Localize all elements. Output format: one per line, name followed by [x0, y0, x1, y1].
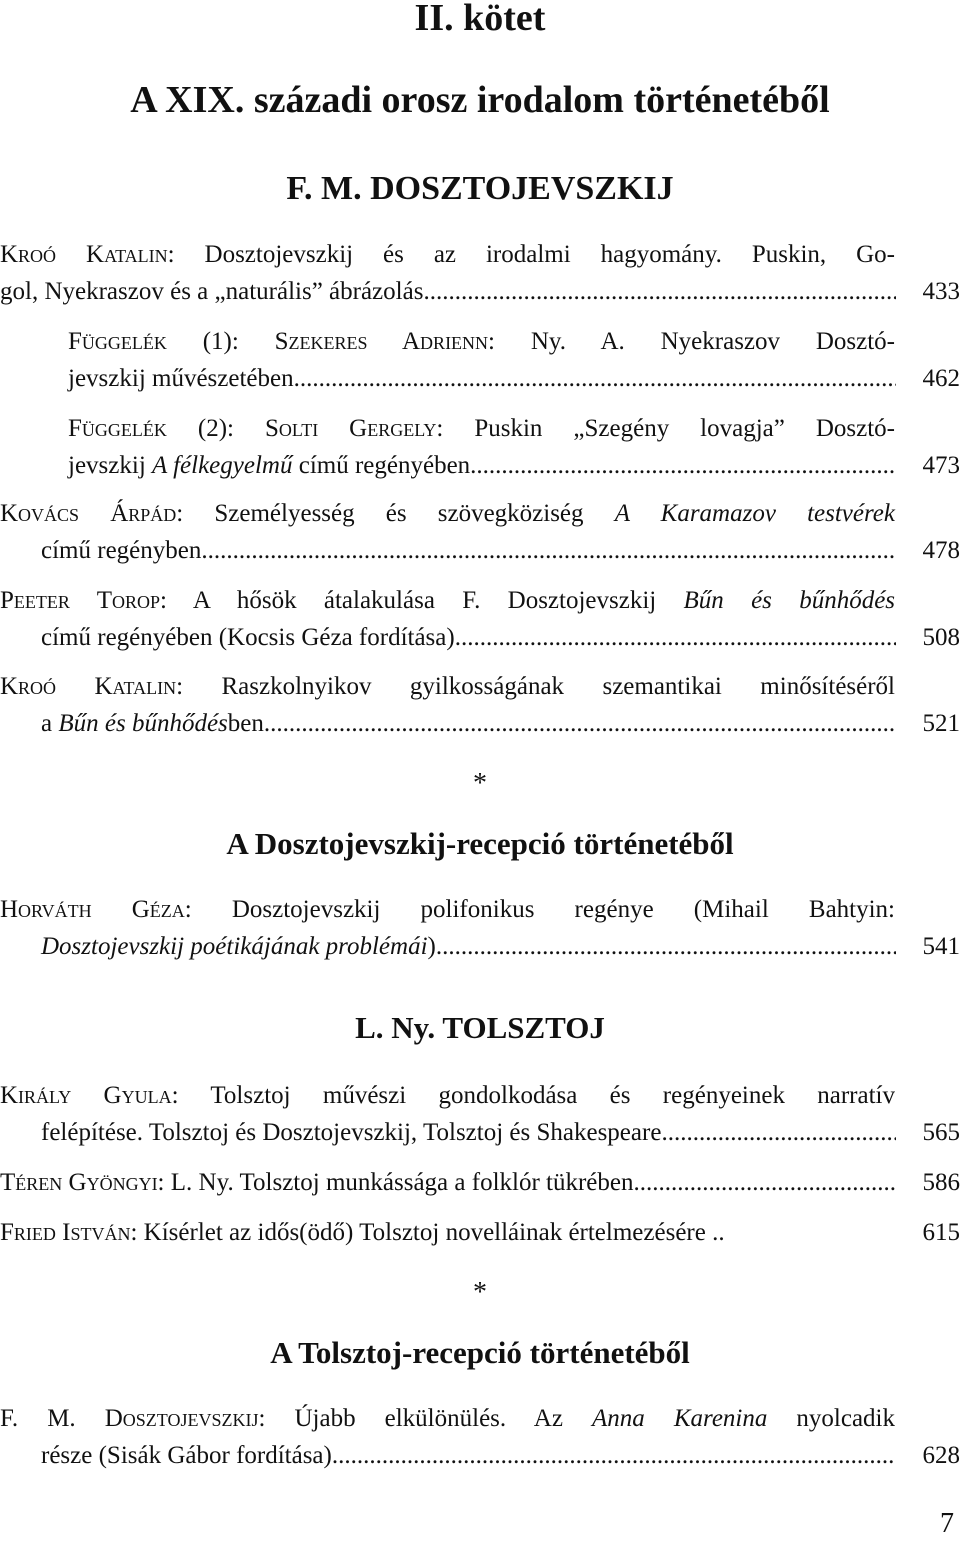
section-heading-tolstoy: L. Ny. TOLSZTOJ	[355, 1010, 605, 1045]
entry-page: 508	[922, 624, 960, 651]
entry-title: A hősök átalakulása F. Dosztojevszkij	[192, 587, 684, 614]
entry-author: Kroó Katalin:	[0, 673, 184, 700]
entry-page: 586	[922, 1169, 960, 1196]
entry-title: L. Ny. Tolsztoj munkássága a folklór tükrében	[170, 1169, 634, 1196]
dot-leader	[201, 532, 896, 569]
entry-author: Horváth Géza:	[0, 896, 192, 923]
entry-author: F. M. Dosztojevszkij:	[0, 1405, 266, 1432]
entry-author: Függelék (1): Szekeres Adrienn:	[68, 328, 495, 355]
entry-title: Újabb elkülönülés. Az	[294, 1405, 593, 1432]
entry-title-cont: )	[427, 933, 436, 960]
entry-title: Tolsztoj művészi gondolkodása és regényeinek narratív	[210, 1082, 895, 1109]
volume-heading: II. kötet	[414, 0, 546, 39]
toc-entry[interactable]	[68, 323, 960, 397]
entry-title-italic: Bűn és bűnhődés	[58, 710, 228, 737]
entry-title: Ny. A. Nyekraszov Dosztó-	[530, 328, 896, 355]
entry-title-italic: A félkegyelmű	[152, 452, 293, 479]
entry-title: Puskin „Szegény lovagja” Dosztó-	[474, 415, 895, 442]
entry-title: Raszkolnyikov gyilkosságának szemantikai minősítéséről	[221, 673, 896, 700]
main-title: A XIX. századi orosz irodalom történetéből	[130, 79, 830, 121]
entry-title: Kísérlet az idős(ödő) Tolsztoj novelláinak értelmezésére ..	[143, 1219, 725, 1246]
entry-page: 433	[922, 278, 960, 305]
entry-author: Király Gyula:	[0, 1082, 179, 1109]
entry-page: 628	[922, 1442, 960, 1469]
dot-leader	[264, 705, 896, 742]
entry-title-cont: jevszkij	[68, 452, 153, 479]
entry-author: Peeter Torop:	[0, 587, 167, 614]
dot-leader	[423, 273, 896, 310]
entry-author: Téren Gyöngyi:	[0, 1169, 165, 1196]
entry-title-cont: része (Sisák Gábor fordítása)	[41, 1442, 332, 1469]
entry-title-italic: A Karamazov testvérek	[614, 500, 895, 527]
entry-page: 615	[922, 1219, 960, 1246]
entry-author: Fried István:	[0, 1219, 138, 1246]
entry-page: 565	[922, 1119, 960, 1146]
entry-title: Dosztojevszkij polifonikus regénye (Mihail Bahtyin:	[231, 896, 895, 923]
entry-page: 462	[922, 365, 960, 392]
entry-title-italic: Bűn és bűnhődés	[683, 587, 896, 614]
toc-entry[interactable]	[0, 1077, 960, 1151]
entry-author: Függelék (2): Solti Gergely:	[68, 415, 444, 442]
toc-entry[interactable]	[0, 236, 960, 310]
entry-title-cont: című regényében	[292, 452, 471, 479]
toc-entry[interactable]	[0, 668, 960, 742]
entry-title: nyolcadik	[767, 1405, 895, 1432]
section-heading-dostoevsky-reception: A Dosztojevszkij-recepció történetéből	[226, 826, 734, 861]
entry-title: Személyesség és szövegköziség	[214, 500, 615, 527]
entry-title-cont: felépítése. Tolsztoj és Dosztojevszkij, Tolsztoj és Shakespeare	[41, 1119, 662, 1146]
entry-page: 473	[922, 452, 960, 479]
entry-title-cont: jevszkij művészetében	[68, 365, 294, 392]
entry-title-italic: Dosztojevszkij poétikájának problémái	[41, 933, 428, 960]
toc-entry[interactable]	[68, 410, 960, 484]
entry-page: 521	[922, 710, 960, 737]
entry-title-cont: című regényben	[41, 537, 202, 564]
entry-title-cont: a	[41, 710, 59, 737]
toc-entry[interactable]	[0, 1164, 960, 1201]
dot-leader	[294, 360, 896, 397]
toc-entry[interactable]	[0, 891, 960, 965]
entry-title-cont: gol, Nyekraszov és a „naturális” ábrázolás	[0, 278, 424, 305]
toc-entry[interactable]	[0, 495, 960, 569]
entry-page: 478	[922, 537, 960, 564]
dot-leader	[436, 928, 896, 965]
entry-page: 541	[922, 933, 960, 960]
entry-title: Dosztojevszkij és az irodalmi hagyomány. Puskin, Go-	[204, 241, 896, 268]
entry-author: Kovács Árpád:	[0, 500, 184, 527]
dot-leader	[661, 1114, 896, 1151]
dot-leader	[634, 1164, 897, 1201]
entry-author: Kroó Katalin:	[0, 241, 175, 268]
entry-title-cont: című regényében (Kocsis Géza fordítása)	[41, 624, 455, 651]
section-separator: *	[473, 1277, 487, 1308]
entry-title-italic: Anna Karenina	[592, 1405, 768, 1432]
dot-leader	[470, 447, 896, 484]
dot-leader	[455, 619, 896, 656]
toc-entry[interactable]	[0, 582, 960, 656]
dot-leader	[332, 1437, 896, 1474]
section-heading-tolstoy-reception: A Tolsztoj-recepció történetéből	[270, 1335, 690, 1370]
section-separator: *	[473, 768, 487, 799]
toc-entry[interactable]	[0, 1214, 960, 1251]
page-number: 7	[940, 1508, 954, 1539]
entry-title-cont: ben	[227, 710, 264, 737]
toc-entry[interactable]	[0, 1400, 960, 1474]
section-heading-dostoevsky: F. M. DOSZTOJEVSZKIJ	[286, 170, 674, 207]
